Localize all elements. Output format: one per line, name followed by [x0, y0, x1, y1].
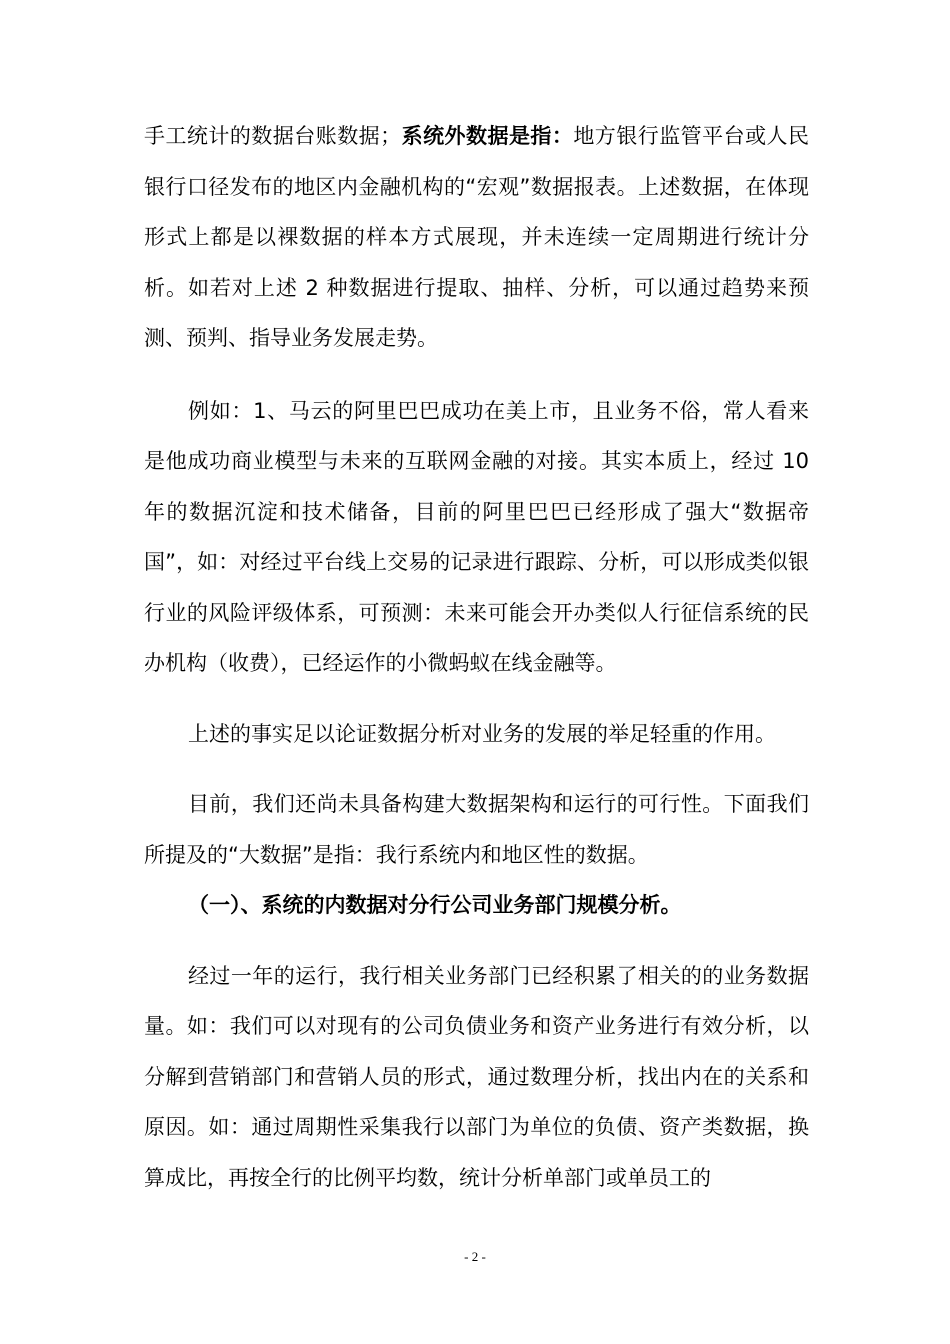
- body-text: [144, 111, 809, 1203]
- paragraph-conclusion: 上述的事实足以论证数据分析对业务的发展的举足轻重的作用。: [188, 721, 776, 746]
- page-number: - 2 -: [464, 1249, 486, 1264]
- bold-label-external-data: 系统外数据是指：: [401, 124, 574, 148]
- section-heading: （一）、系统的内数据对分行公司业务部门规模分析。: [188, 893, 682, 917]
- paragraph-alibaba-example: 例如：1、马云的阿里巴巴成功在美上市，且业务不俗，常人看来是他成功商业模型与未来的互联网金融的对接。其实本质上，经过 10 年的数据沉淀和技术储备，目前的阿里巴巴已经形成了强大“数据帝国”，如：对经过平台线上交易的记录进行跟踪、分析，可以形成类似银行业的风险评级体系，可预测：未来可能会开办类似人行征信系统的民办机构（收费），已经运作的小微蚂蚁在线金融等。: [144, 398, 809, 675]
- paragraph-internal-data-analysis: 经过一年的运行，我行相关业务部门已经积累了相关的的业务数据量。如：我们可以对现有的公司负债业务和资产业务进行有效分析，以分解到营销部门和营销人员的形式，通过数理分析，找出内在的关系和原因。如：通过周期性采集我行以部门为单位的负债、资产类数据，换算成比，再按全行的比例平均数，统计分析单部门或单员工的: [144, 963, 809, 1190]
- paragraph-big-data-definition: 目前，我们还尚未具备构建大数据架构和运行的可行性。下面我们所提及的“大数据”是指：我行系统内和地区性的数据。: [144, 792, 809, 867]
- paragraph-text: 地方银行监管平台或人民银行口径发布的地区内金融机构的“宏观”数据报表。上述数据，在体现形式上都是以裸数据的样本方式展现，并未连续一定周期进行统计分析。如若对上述 2 种数据进行提取、抽样、分析，可以通过趋势来预测、预判、指导业务发展走势。: [144, 124, 810, 350]
- paragraph-text: 手工统计的数据台账数据；: [144, 124, 402, 148]
- paragraph-data-sources: [144, 111, 809, 364]
